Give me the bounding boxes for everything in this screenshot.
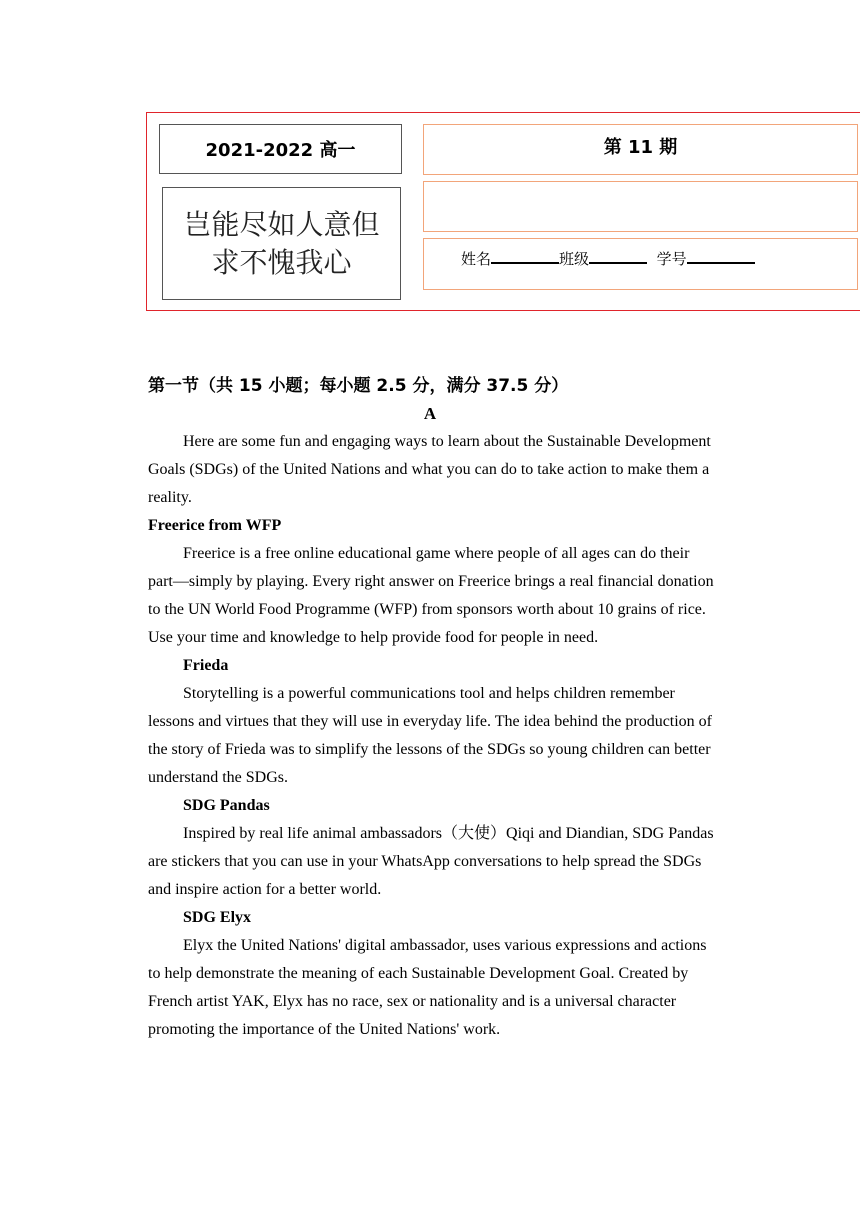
name-field[interactable]	[491, 248, 559, 264]
name-label: 姓名	[461, 250, 492, 268]
section-title: 第一节（共 15 小题；每小题 2.5 分，满分 37.5 分）	[148, 376, 569, 396]
intro-paragraph: Here are some fun and engaging ways to learn about the Sustainable Development Goals (SDGs) of the United Nations and what you can do to take action to make them a reality.	[148, 433, 711, 506]
motto-text: 岂能尽如人意但求不愧我心	[183, 207, 380, 279]
blank-header-box	[423, 181, 858, 232]
class-field[interactable]	[589, 248, 647, 264]
reading-section	[148, 372, 718, 1044]
item-heading-frieda: Frieda	[183, 657, 229, 674]
item-heading-sdg-pandas: SDG Pandas	[183, 797, 270, 814]
student-info-box	[423, 238, 858, 290]
item-text-frieda: Storytelling is a powerful communications tool and helps children remember lessons and virtues that they will use in everyday life. The idea behind the production of the story of Frieda was to simplify the lessons of the SDGs so young children can better understand the SDGs.	[148, 685, 713, 786]
student-id-label: 学号	[656, 250, 687, 268]
class-label: 班级	[559, 250, 590, 268]
motto-box	[162, 187, 401, 300]
item-text-freerice: Freerice is a free online educational game where people of all ages can do their part—simply by playing. Every right answer on Freerice brings a real financial donation to the UN World Food Programme (WFP) from sponsors worth about 10 grains of rice. Use your time and knowledge to help provide food for people in need.	[148, 545, 714, 646]
item-text-sdg-pandas: Inspired by real life animal ambassadors（大使）Qiqi and Diandian, SDG Pandas are stickers that you can use in your WhatsApp conversations to help spread the SDGs and inspire action for a better world.	[148, 825, 714, 898]
year-label: 2021-2022 高一	[159, 124, 402, 174]
item-text-sdg-elyx: Elyx the United Nations' digital ambassador, uses various expressions and actions to help demonstrate the meaning of each Sustainable Development Goal. Created by French artist YAK, Elyx has no race, sex or nationality and is a universal character promoting the importance of the United Nations' work.	[148, 937, 707, 1038]
item-heading-sdg-elyx: SDG Elyx	[183, 909, 252, 926]
student-id-field[interactable]	[687, 248, 755, 264]
issue-label: 第 11 期	[423, 124, 858, 175]
part-letter: A	[423, 404, 437, 423]
item-heading-freerice: Freerice from WFP	[148, 517, 282, 534]
